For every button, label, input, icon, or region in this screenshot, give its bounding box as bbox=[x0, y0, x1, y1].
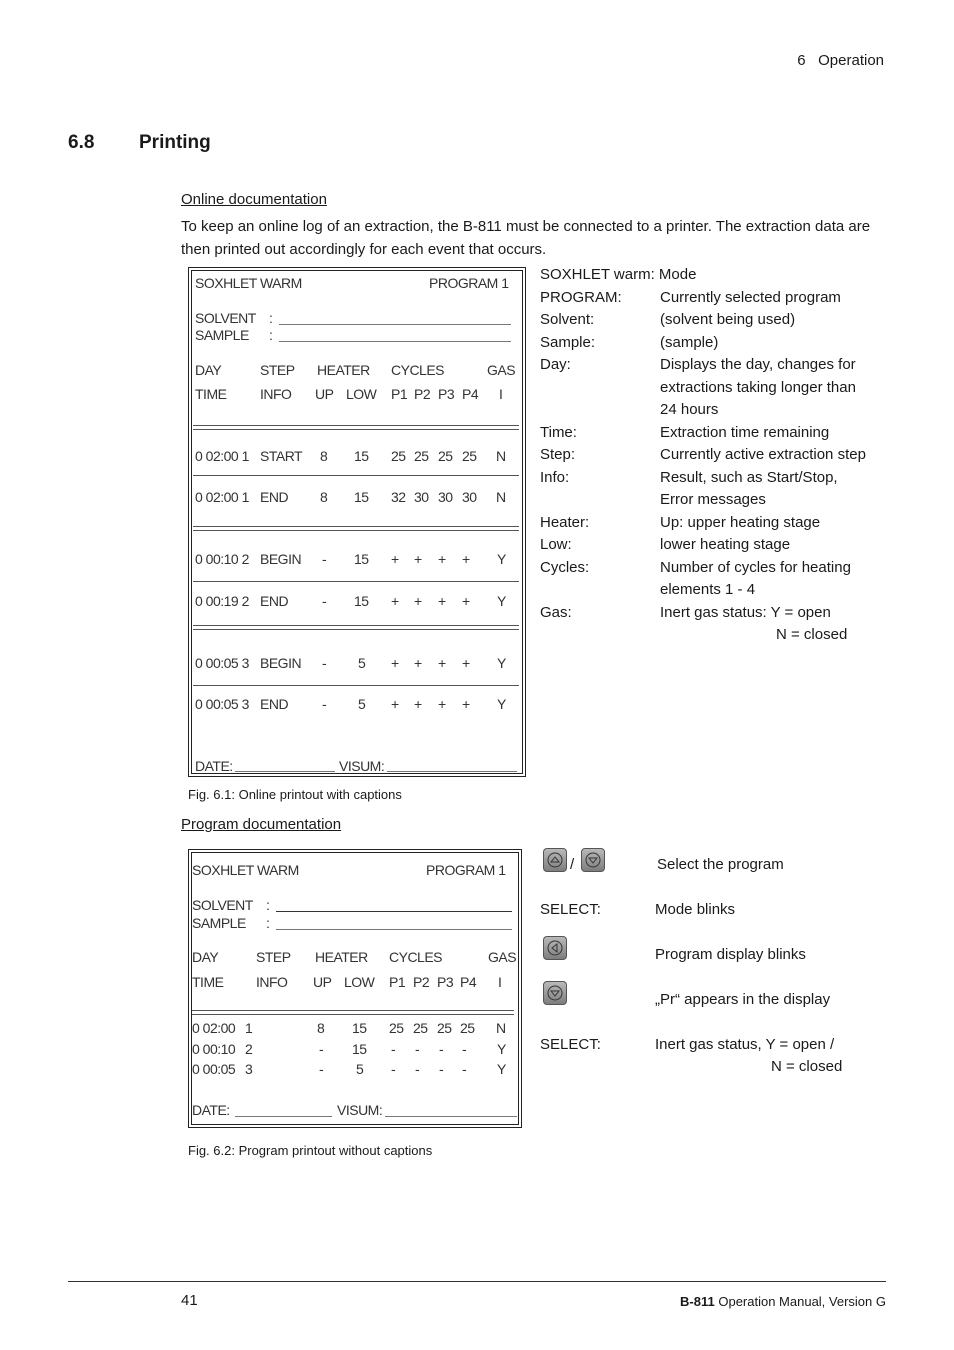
figure-caption: Fig. 6.1: Online printout with captions bbox=[188, 787, 402, 802]
row-day-time: 0 00:10 bbox=[192, 1041, 236, 1057]
row-p1: + bbox=[391, 696, 399, 712]
caption-value: Displays the day, changes for bbox=[660, 356, 856, 373]
row-p3: + bbox=[438, 551, 446, 567]
row-p1: - bbox=[391, 1041, 396, 1057]
row-p1: 25 bbox=[389, 1020, 404, 1036]
row-low: 15 bbox=[354, 448, 369, 464]
row-day-time: 0 02:00 1 bbox=[195, 448, 249, 464]
row-day-time: 0 00:05 3 bbox=[195, 655, 249, 671]
row-p3: - bbox=[439, 1061, 444, 1077]
row-up: - bbox=[319, 1041, 324, 1057]
row-low: 15 bbox=[352, 1041, 367, 1057]
caption-item bbox=[540, 512, 886, 535]
col-up: UP bbox=[313, 974, 332, 990]
visum-line bbox=[387, 771, 517, 772]
row-low: 5 bbox=[358, 655, 366, 671]
col-p4: P4 bbox=[462, 386, 479, 402]
caption-item bbox=[540, 309, 886, 332]
sample-colon: : bbox=[266, 915, 270, 931]
row-p4: 25 bbox=[460, 1020, 475, 1036]
row-gas: Y bbox=[497, 593, 506, 609]
row-p4: 30 bbox=[462, 489, 477, 505]
separator bbox=[193, 530, 519, 531]
printout-title-right: PROGRAM 1 bbox=[429, 275, 509, 291]
row-low: 15 bbox=[352, 1020, 367, 1036]
row-p2: 25 bbox=[413, 1020, 428, 1036]
row-p3: 25 bbox=[437, 1020, 452, 1036]
row-low: 5 bbox=[356, 1061, 364, 1077]
col-p3: P3 bbox=[438, 386, 455, 402]
col-time: TIME bbox=[192, 974, 224, 990]
row-gas: N bbox=[496, 1020, 506, 1036]
row-p4: + bbox=[462, 655, 470, 671]
row-low: 5 bbox=[358, 696, 366, 712]
caption-key: Gas: bbox=[540, 603, 572, 621]
mode-caption: SOXHLET warm: Mode bbox=[540, 266, 697, 283]
row-day-time: 0 02:00 1 bbox=[195, 489, 249, 505]
separator bbox=[193, 425, 519, 426]
caption-list bbox=[540, 287, 886, 647]
solvent-colon: : bbox=[269, 310, 273, 326]
col-heater: HEATER bbox=[317, 362, 370, 378]
footer-manual-title bbox=[680, 1294, 886, 1309]
caption-value: Currently selected program bbox=[660, 288, 841, 306]
caption-key: Cycles: bbox=[540, 558, 590, 576]
row-p2: - bbox=[415, 1041, 420, 1057]
caption-value: elements 1 - 4 bbox=[660, 581, 756, 598]
select-key: SELECT: bbox=[540, 901, 601, 918]
sample-line bbox=[276, 929, 512, 930]
footer-product: B-811 bbox=[680, 1294, 715, 1309]
caption-value: Up: upper heating stage bbox=[660, 513, 821, 531]
caption-item bbox=[540, 602, 886, 647]
row-p2: + bbox=[414, 593, 422, 609]
online-paragraph: To keep an online log of an extraction, the B-811 must be connected to a printer. The extraction data are then printed out accordingly for each event that occurs. bbox=[181, 218, 871, 258]
row-gas: N bbox=[496, 489, 506, 505]
row-p4: - bbox=[462, 1041, 467, 1057]
row-p1: + bbox=[391, 655, 399, 671]
row-p4: 25 bbox=[462, 448, 477, 464]
printout-title-right: PROGRAM 1 bbox=[426, 862, 506, 878]
caption-value: Inert gas status: Y = open bbox=[660, 603, 831, 621]
separator bbox=[192, 1010, 514, 1011]
row-gas: Y bbox=[497, 655, 506, 671]
col-gas: GAS bbox=[488, 949, 517, 965]
row-gas: Y bbox=[497, 1061, 506, 1077]
row-gas: Y bbox=[497, 1041, 506, 1057]
row-p3: - bbox=[439, 1041, 444, 1057]
select-key: SELECT: bbox=[540, 1036, 601, 1053]
row-up: - bbox=[322, 696, 327, 712]
chapter-number: 6 bbox=[797, 52, 806, 69]
caption-key: Heater: bbox=[540, 513, 590, 531]
row-up: - bbox=[319, 1061, 324, 1077]
row-p2: - bbox=[415, 1061, 420, 1077]
row-day-time: 0 00:05 bbox=[192, 1061, 236, 1077]
col-info: INFO bbox=[260, 386, 292, 402]
row-p3: + bbox=[438, 593, 446, 609]
row-p2: + bbox=[414, 655, 422, 671]
col-p1: P1 bbox=[389, 974, 406, 990]
program-documentation-heading: Program documentation bbox=[181, 816, 342, 833]
separator bbox=[193, 685, 519, 686]
page-number: 41 bbox=[181, 1292, 198, 1309]
caption-item bbox=[540, 354, 886, 422]
row-p1: + bbox=[391, 593, 399, 609]
caption-item bbox=[540, 422, 886, 445]
col-p2: P2 bbox=[414, 386, 431, 402]
row-info: END bbox=[260, 696, 289, 712]
row-day-time: 0 00:19 2 bbox=[195, 593, 249, 609]
row-info: BEGIN bbox=[260, 655, 302, 671]
arrow-left-icon bbox=[543, 936, 567, 960]
date-label: DATE: bbox=[192, 1102, 230, 1118]
chapter-title: Operation bbox=[818, 52, 884, 69]
col-cycles: CYCLES bbox=[391, 362, 445, 378]
row-gas: Y bbox=[497, 696, 506, 712]
inert-gas-closed-text: N = closed bbox=[771, 1058, 843, 1075]
col-gas: GAS bbox=[487, 362, 516, 378]
row-up: 8 bbox=[317, 1020, 325, 1036]
solvent-line bbox=[276, 911, 512, 912]
online-documentation-heading: Online documentation bbox=[181, 191, 327, 208]
row-up: - bbox=[322, 551, 327, 567]
row-p4: - bbox=[462, 1061, 467, 1077]
col-i: I bbox=[499, 386, 503, 402]
caption-key: Step: bbox=[540, 446, 576, 463]
separator bbox=[193, 629, 519, 630]
row-p2: 30 bbox=[414, 489, 429, 505]
row-p1: 25 bbox=[391, 448, 406, 464]
separator bbox=[193, 429, 519, 430]
row-gas: N bbox=[496, 448, 506, 464]
col-low: LOW bbox=[344, 974, 375, 990]
row-p4: + bbox=[462, 551, 470, 567]
col-low: LOW bbox=[346, 386, 377, 402]
row-p3: 25 bbox=[438, 448, 453, 464]
solvent-colon: : bbox=[266, 897, 270, 913]
printout-title-left: SOXHLET WARM bbox=[192, 862, 299, 878]
caption-value: Extraction time remaining bbox=[660, 423, 830, 441]
caption-item bbox=[540, 467, 886, 512]
sample-label: SAMPLE bbox=[195, 327, 249, 343]
caption-value: Currently active extraction step bbox=[660, 446, 866, 463]
row-up: 8 bbox=[320, 448, 328, 464]
sample-label: SAMPLE bbox=[192, 915, 246, 931]
col-p4: P4 bbox=[460, 974, 477, 990]
row-p2: + bbox=[414, 551, 422, 567]
row-p1: 32 bbox=[391, 489, 406, 505]
caption-value: Error messages bbox=[660, 491, 766, 508]
row-gas: Y bbox=[497, 551, 506, 567]
row-up: 8 bbox=[320, 489, 328, 505]
separator bbox=[192, 1014, 514, 1015]
col-step: STEP bbox=[260, 362, 295, 378]
row-p3: + bbox=[438, 655, 446, 671]
col-step: STEP bbox=[256, 949, 291, 965]
col-time: TIME bbox=[195, 386, 227, 402]
caption-value: extractions taking longer than bbox=[660, 378, 856, 396]
mode-blinks-text: Mode blinks bbox=[655, 901, 736, 918]
caption-key: PROGRAM: bbox=[540, 288, 622, 306]
section-number: 6.8 bbox=[68, 132, 95, 153]
row-day-time: 0 02:00 bbox=[192, 1020, 236, 1036]
caption-value: Result, such as Start/Stop, bbox=[660, 468, 838, 486]
col-p3: P3 bbox=[437, 974, 454, 990]
row-p4: + bbox=[462, 696, 470, 712]
separator bbox=[193, 526, 519, 527]
row-low: 15 bbox=[354, 489, 369, 505]
row-info: BEGIN bbox=[260, 551, 302, 567]
separator bbox=[193, 581, 519, 582]
row-info: END bbox=[260, 593, 289, 609]
program-blinks-text: Program display blinks bbox=[655, 946, 806, 963]
row-p3: + bbox=[438, 696, 446, 712]
caption-item bbox=[540, 332, 886, 355]
footer-manual: Operation Manual, Version G bbox=[714, 1294, 886, 1309]
col-p2: P2 bbox=[413, 974, 430, 990]
row-step: 1 bbox=[245, 1020, 253, 1036]
row-info: START bbox=[260, 448, 303, 464]
separator bbox=[193, 625, 519, 626]
slash-separator: / bbox=[570, 856, 575, 873]
caption-value: (sample) bbox=[660, 333, 719, 351]
solvent-label: SOLVENT bbox=[195, 310, 256, 326]
solvent-line bbox=[279, 324, 511, 325]
caption-key: Info: bbox=[540, 468, 570, 486]
caption-key: Low: bbox=[540, 536, 572, 553]
col-day: DAY bbox=[192, 949, 219, 965]
row-p1: - bbox=[391, 1061, 396, 1077]
row-p2: 25 bbox=[414, 448, 429, 464]
row-step: 3 bbox=[245, 1061, 253, 1077]
caption-item bbox=[540, 534, 886, 557]
sample-colon: : bbox=[269, 327, 273, 343]
visum-label: VISUM: bbox=[339, 758, 385, 774]
separator bbox=[193, 475, 519, 476]
row-p2: + bbox=[414, 696, 422, 712]
row-day-time: 0 00:05 3 bbox=[195, 696, 249, 712]
select-program-text: Select the program bbox=[657, 856, 784, 873]
caption-key: Time: bbox=[540, 423, 577, 441]
sample-line bbox=[279, 341, 511, 342]
col-i: I bbox=[498, 974, 502, 990]
caption-value: Number of cycles for heating bbox=[660, 558, 851, 576]
footer-rule bbox=[68, 1281, 886, 1282]
arrow-down-icon bbox=[581, 848, 605, 872]
program-printout bbox=[188, 849, 522, 1128]
col-p1: P1 bbox=[391, 386, 408, 402]
caption-value: lower heating stage bbox=[660, 536, 791, 553]
solvent-label: SOLVENT bbox=[192, 897, 253, 913]
date-line bbox=[235, 771, 335, 772]
col-day: DAY bbox=[195, 362, 222, 378]
row-p4: + bbox=[462, 593, 470, 609]
online-printout bbox=[188, 267, 526, 777]
arrow-down-icon bbox=[543, 981, 567, 1005]
row-day-time: 0 00:10 2 bbox=[195, 551, 249, 567]
row-p3: 30 bbox=[438, 489, 453, 505]
col-info: INFO bbox=[256, 974, 288, 990]
row-step: 2 bbox=[245, 1041, 253, 1057]
printout-title-left: SOXHLET WARM bbox=[195, 275, 302, 291]
row-low: 15 bbox=[354, 593, 369, 609]
running-header bbox=[797, 52, 884, 69]
figure-caption: Fig. 6.2: Program printout without captions bbox=[188, 1143, 433, 1158]
inert-gas-text: Inert gas status, Y = open / bbox=[655, 1036, 835, 1053]
caption-key: Sample: bbox=[540, 333, 596, 351]
caption-value: 24 hours bbox=[660, 401, 719, 418]
caption-item bbox=[540, 557, 886, 602]
caption-value: N = closed bbox=[776, 626, 848, 643]
row-p1: + bbox=[391, 551, 399, 567]
date-label: DATE: bbox=[195, 758, 233, 774]
row-up: - bbox=[322, 655, 327, 671]
caption-key: Day: bbox=[540, 356, 571, 373]
caption-item bbox=[540, 287, 886, 310]
visum-line bbox=[385, 1116, 517, 1117]
row-low: 15 bbox=[354, 551, 369, 567]
row-info: END bbox=[260, 489, 289, 505]
arrow-up-icon bbox=[543, 848, 567, 872]
date-line bbox=[235, 1116, 332, 1117]
col-up: UP bbox=[315, 386, 334, 402]
caption-item bbox=[540, 444, 886, 467]
section-title: Printing bbox=[139, 132, 211, 153]
col-heater: HEATER bbox=[315, 949, 368, 965]
caption-value: (solvent being used) bbox=[660, 311, 796, 328]
visum-label: VISUM: bbox=[337, 1102, 383, 1118]
col-cycles: CYCLES bbox=[389, 949, 443, 965]
pr-appears-text: „Pr“ appears in the display bbox=[655, 991, 831, 1008]
caption-key: Solvent: bbox=[540, 311, 595, 328]
row-up: - bbox=[322, 593, 327, 609]
